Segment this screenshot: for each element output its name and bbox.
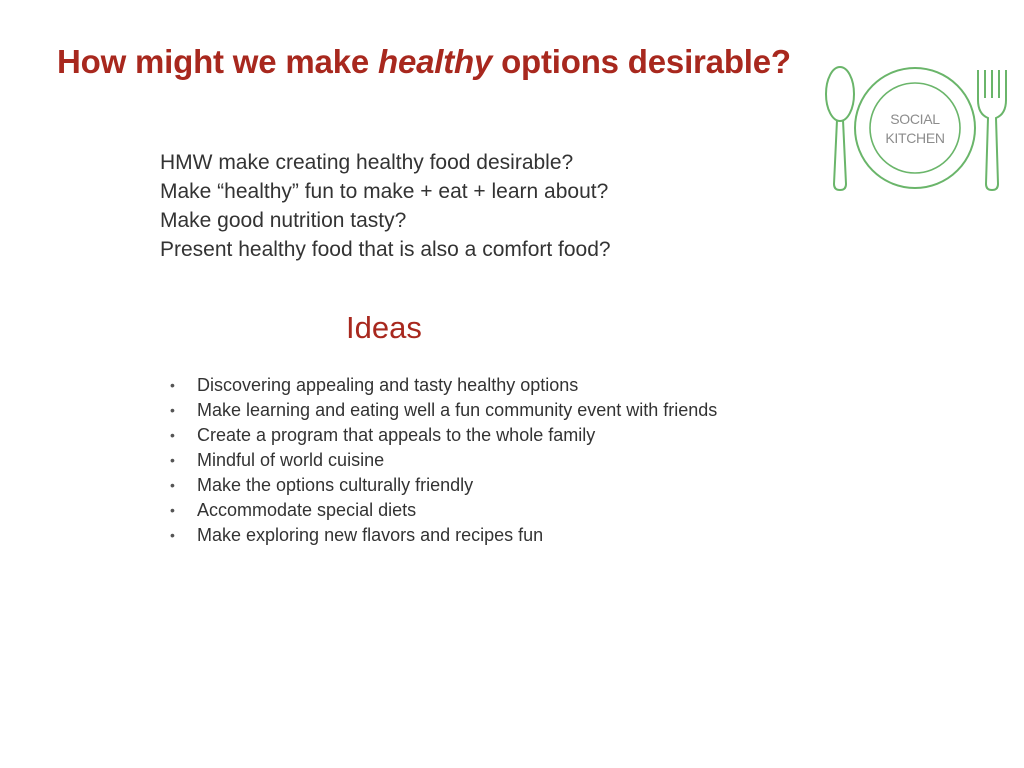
bullet-icon: • <box>170 452 175 468</box>
hmw-question: HMW make creating healthy food desirable? <box>160 151 574 174</box>
slide-title <box>57 42 791 82</box>
title-prefix: How might we make <box>57 43 378 80</box>
bullet-icon: • <box>170 502 175 518</box>
idea-text: Accommodate special diets <box>197 500 417 520</box>
bullet-icon: • <box>170 377 175 393</box>
hmw-question: Present healthy food that is also a comfort food? <box>160 238 611 261</box>
idea-item <box>170 398 717 423</box>
logo-line-1: SOCIAL <box>890 111 940 127</box>
hmw-question: Make good nutrition tasty? <box>160 209 407 232</box>
idea-item <box>170 523 717 548</box>
bullet-icon: • <box>170 402 175 418</box>
bullet-icon: • <box>170 527 175 543</box>
idea-item <box>170 448 717 473</box>
hmw-questions-list <box>160 148 611 264</box>
social-kitchen-logo <box>820 62 1010 194</box>
logo-text <box>820 110 1010 148</box>
idea-item <box>170 423 717 448</box>
idea-text: Make exploring new flavors and recipes fun <box>197 525 544 545</box>
ideas-heading: Ideas <box>346 310 422 345</box>
idea-text: Mindful of world cuisine <box>197 450 385 470</box>
idea-item <box>170 373 717 398</box>
idea-text: Discovering appealing and tasty healthy options <box>197 375 579 395</box>
idea-item <box>170 498 717 523</box>
idea-item <box>170 473 717 498</box>
idea-text: Create a program that appeals to the whole family <box>197 425 596 445</box>
bullet-icon: • <box>170 477 175 493</box>
ideas-list <box>170 373 717 548</box>
bullet-icon: • <box>170 427 175 443</box>
logo-line-2: KITCHEN <box>885 130 945 146</box>
title-suffix: options desirable? <box>492 43 791 80</box>
idea-text: Make learning and eating well a fun community event with friends <box>197 400 718 420</box>
idea-text: Make the options culturally friendly <box>197 475 474 495</box>
title-emphasis: healthy <box>377 43 493 80</box>
hmw-question: Make “healthy” fun to make + eat + learn about? <box>160 180 609 203</box>
